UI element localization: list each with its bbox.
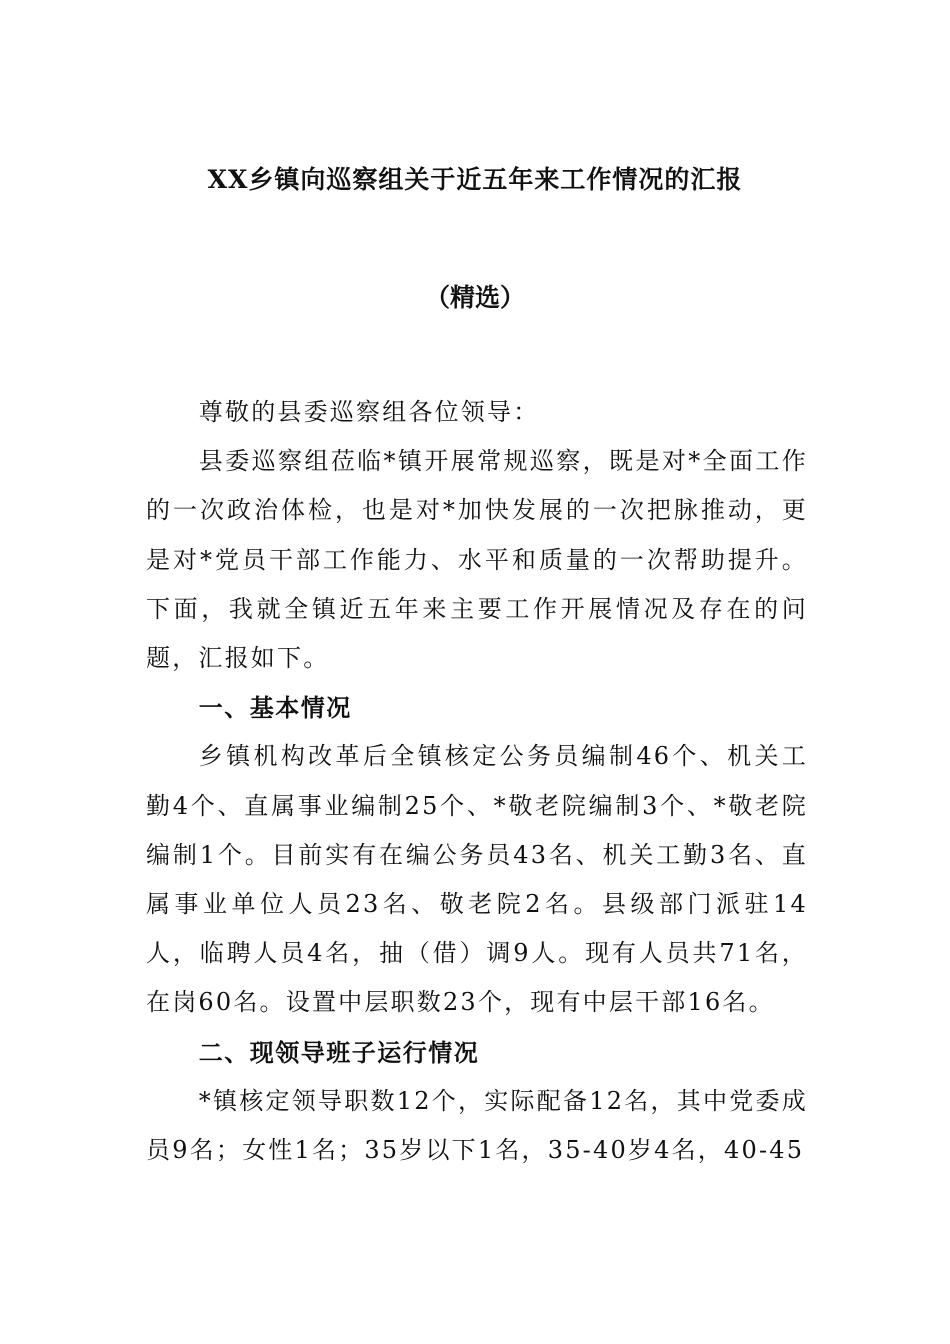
document-title: XX乡镇向巡察组关于近五年来工作情况的汇报 [207,165,743,194]
paragraph-basic-situation: 乡镇机构改革后全镇核定公务员编制46个、机关工勤4个、直属事业编制25个、*敬老院编制3个、*敬老院编制1个。目前实有在编公务员43名、机关工勤3名、直属事业单位人员23名、敬老院2名。县级部门派驻14人，临聘人员4名，抽（借）调9人。现有人员共71名，在岗60名。设置中层职数23个，现有中层干部16名。 [146,742,808,1017]
paragraph-intro: 县委巡察组莅临*镇开展常规巡察，既是对*全面工作的一次政治体检，也是对*加快发展的一次把脉推动，更是对*党员干部工作能力、水平和质量的一次帮助提升。下面，我就全镇近五年来主要工作开展情况及存在的问题，汇报如下。 [146,447,808,673]
salutation: 尊敬的县委巡察组各位领导： [198,398,540,426]
paragraph-leadership: *镇核定领导职数12个，实际配备12名，其中党委成员9名；女性1名；35岁以下1名，35-40岁4名，40-45 [146,1086,808,1165]
section-heading-basic: 一、基本情况 [198,693,352,723]
document-subtitle: （精选） [424,283,525,312]
section-heading-leadership: 二、现领导班子运行情况 [198,1037,480,1067]
document-body [146,388,808,1175]
